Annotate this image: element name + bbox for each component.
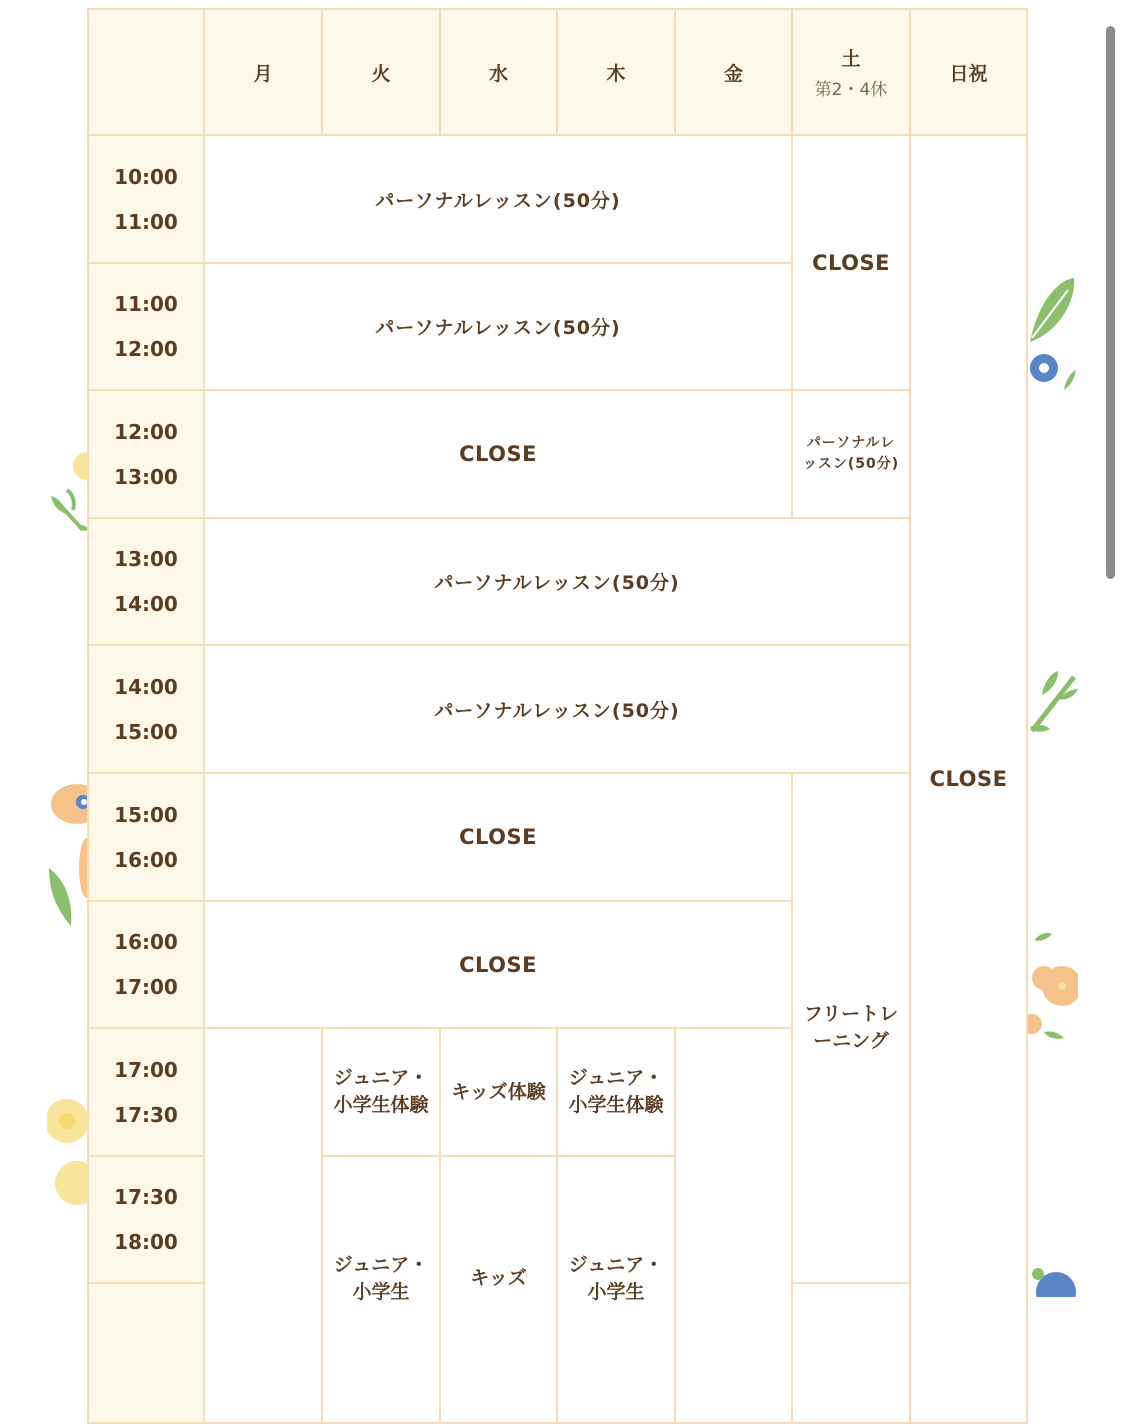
time-slot (87, 264, 205, 391)
day-label: 月 (253, 62, 273, 85)
free-training-cell: フリートレーニング (793, 774, 911, 1284)
flower-decoration-left-bottom (47, 1095, 89, 1220)
header-day-mon (205, 8, 323, 136)
close-cell-saturday-morning: CLOSE (793, 136, 911, 391)
lesson-cell-junior-trial: ジュニア・小学生体験 (323, 1029, 441, 1157)
time-end: 17:00 (114, 974, 178, 999)
lesson-cell-personal-saturday: パーソナルレッスン(50分) (793, 391, 911, 519)
day-label: 火 (371, 62, 391, 85)
time-end: 11:00 (114, 209, 178, 234)
time-end: 13:00 (114, 464, 178, 489)
lesson-cell-kids: キッズ (441, 1157, 558, 1424)
time-start: 11:00 (114, 292, 178, 317)
lesson-cell-personal: パーソナルレッスン(50分) (205, 519, 911, 646)
close-cell: CLOSE (205, 902, 793, 1029)
header-day-tue (323, 8, 441, 136)
time-end: 17:30 (114, 1102, 178, 1127)
header-day-thu (558, 8, 676, 136)
time-slot (87, 646, 205, 774)
time-slot (87, 391, 205, 519)
time-slot (87, 1157, 205, 1284)
time-slot (87, 902, 205, 1029)
leaf-decoration-right-top (1028, 272, 1078, 397)
time-start: 12:00 (114, 419, 178, 444)
lesson-cell-junior: ジュニア・小学生 (323, 1157, 441, 1424)
lesson-cell-junior-trial: ジュニア・小学生体験 (558, 1029, 676, 1157)
time-slot-empty (87, 1284, 205, 1424)
close-cell: CLOSE (205, 391, 793, 519)
day-label: 木 (606, 62, 626, 85)
header-day-sun-holiday (911, 8, 1028, 136)
time-start: 14:00 (114, 674, 178, 699)
day-label: 日祝 (949, 62, 988, 85)
header-day-wed (441, 8, 558, 136)
lesson-cell-personal: パーソナルレッスン(50分) (205, 646, 911, 774)
time-end: 15:00 (114, 719, 178, 744)
time-end: 12:00 (114, 336, 178, 361)
lesson-cell-kids-trial: キッズ体験 (441, 1029, 558, 1157)
time-end: 16:00 (114, 847, 178, 872)
flower-decoration-left-lower (47, 780, 89, 930)
lesson-cell-personal: パーソナルレッスン(50分) (205, 264, 793, 391)
lesson-cell-junior: ジュニア・小学生 (558, 1157, 676, 1424)
time-start: 17:30 (114, 1185, 178, 1210)
time-slot (87, 1029, 205, 1157)
time-start: 13:00 (114, 547, 178, 572)
empty-cell-saturday-bottom (793, 1284, 911, 1424)
day-label: 土 (841, 48, 861, 70)
day-label: 水 (488, 62, 508, 85)
day-sublabel: 第2・4休 (814, 80, 888, 100)
leaf-decoration-right-middle (1028, 655, 1078, 740)
time-start: 10:00 (114, 164, 178, 189)
header-day-fri (676, 8, 793, 136)
schedule-grid (87, 8, 1028, 1424)
time-start: 15:00 (114, 802, 178, 827)
close-cell-sunday-holiday: CLOSE (911, 136, 1028, 1424)
time-slot (87, 136, 205, 264)
empty-cell-monday (205, 1029, 323, 1424)
time-end: 18:00 (114, 1229, 178, 1254)
time-slot (87, 774, 205, 902)
day-label: 金 (723, 62, 743, 85)
vertical-scrollbar[interactable] (1106, 26, 1115, 579)
empty-cell-friday (676, 1029, 793, 1424)
close-cell: CLOSE (205, 774, 793, 902)
header-day-sat (793, 8, 911, 136)
time-start: 17:00 (114, 1057, 178, 1082)
time-start: 16:00 (114, 930, 178, 955)
leaf-decoration-left-middle (47, 440, 89, 535)
time-slot (87, 519, 205, 646)
lesson-cell-personal: パーソナルレッスン(50分) (205, 136, 793, 264)
header-corner (87, 8, 205, 136)
time-end: 14:00 (114, 591, 178, 616)
flower-decoration-right-lower (1028, 920, 1078, 1055)
flower-decoration-right-bottom (1028, 1262, 1078, 1297)
